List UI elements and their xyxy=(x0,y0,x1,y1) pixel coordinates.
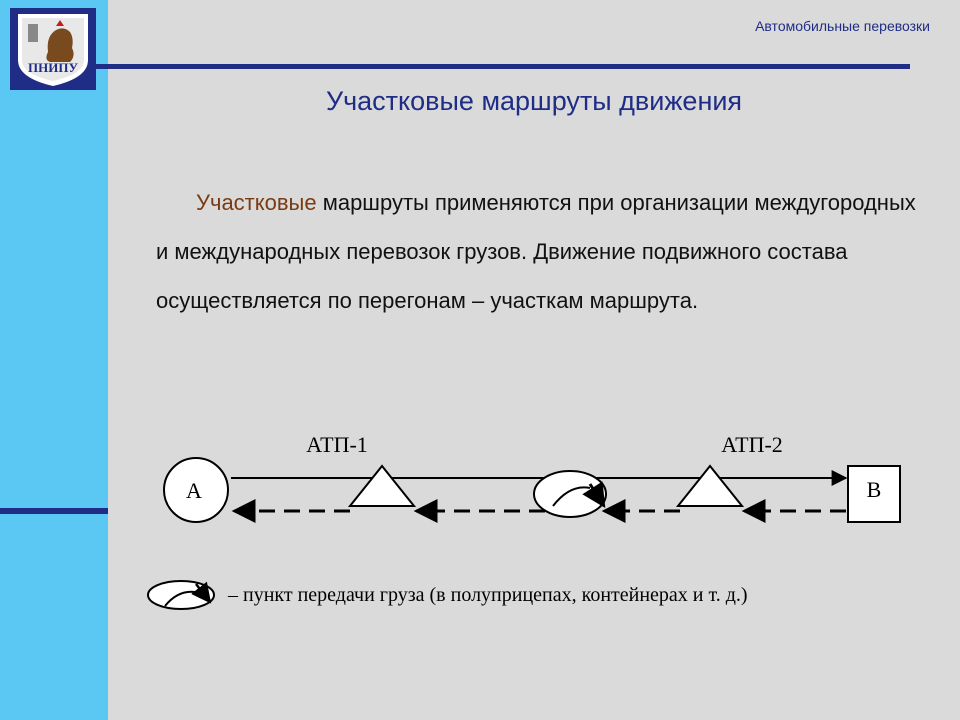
depot-2-triangle xyxy=(678,466,742,506)
depot-1-label: АТП-1 xyxy=(306,432,368,457)
node-a-label: А xyxy=(186,478,202,503)
depot-1-triangle xyxy=(350,466,414,506)
legend-text: – пункт передачи груза (в полуприцепах, контейнерах и т. д.) xyxy=(228,584,748,606)
logo-text: ПНИПУ xyxy=(28,60,78,75)
node-b-label: В xyxy=(866,477,882,502)
transfer-point-icon xyxy=(534,471,606,517)
depot-2-label: АТП-2 xyxy=(721,432,783,457)
legend-transfer-icon xyxy=(148,581,214,609)
section-title: Автомобильные перевозки xyxy=(755,18,930,34)
paragraph-rest: маршруты применяются при организации междугородных и международных перевозок грузов. Движение подвижного состава осуществляется по перегонам – участкам маршрута. xyxy=(156,190,916,313)
slide-title: Участковые маршруты движения xyxy=(325,86,743,116)
highlight-term: Участковые xyxy=(196,190,317,215)
